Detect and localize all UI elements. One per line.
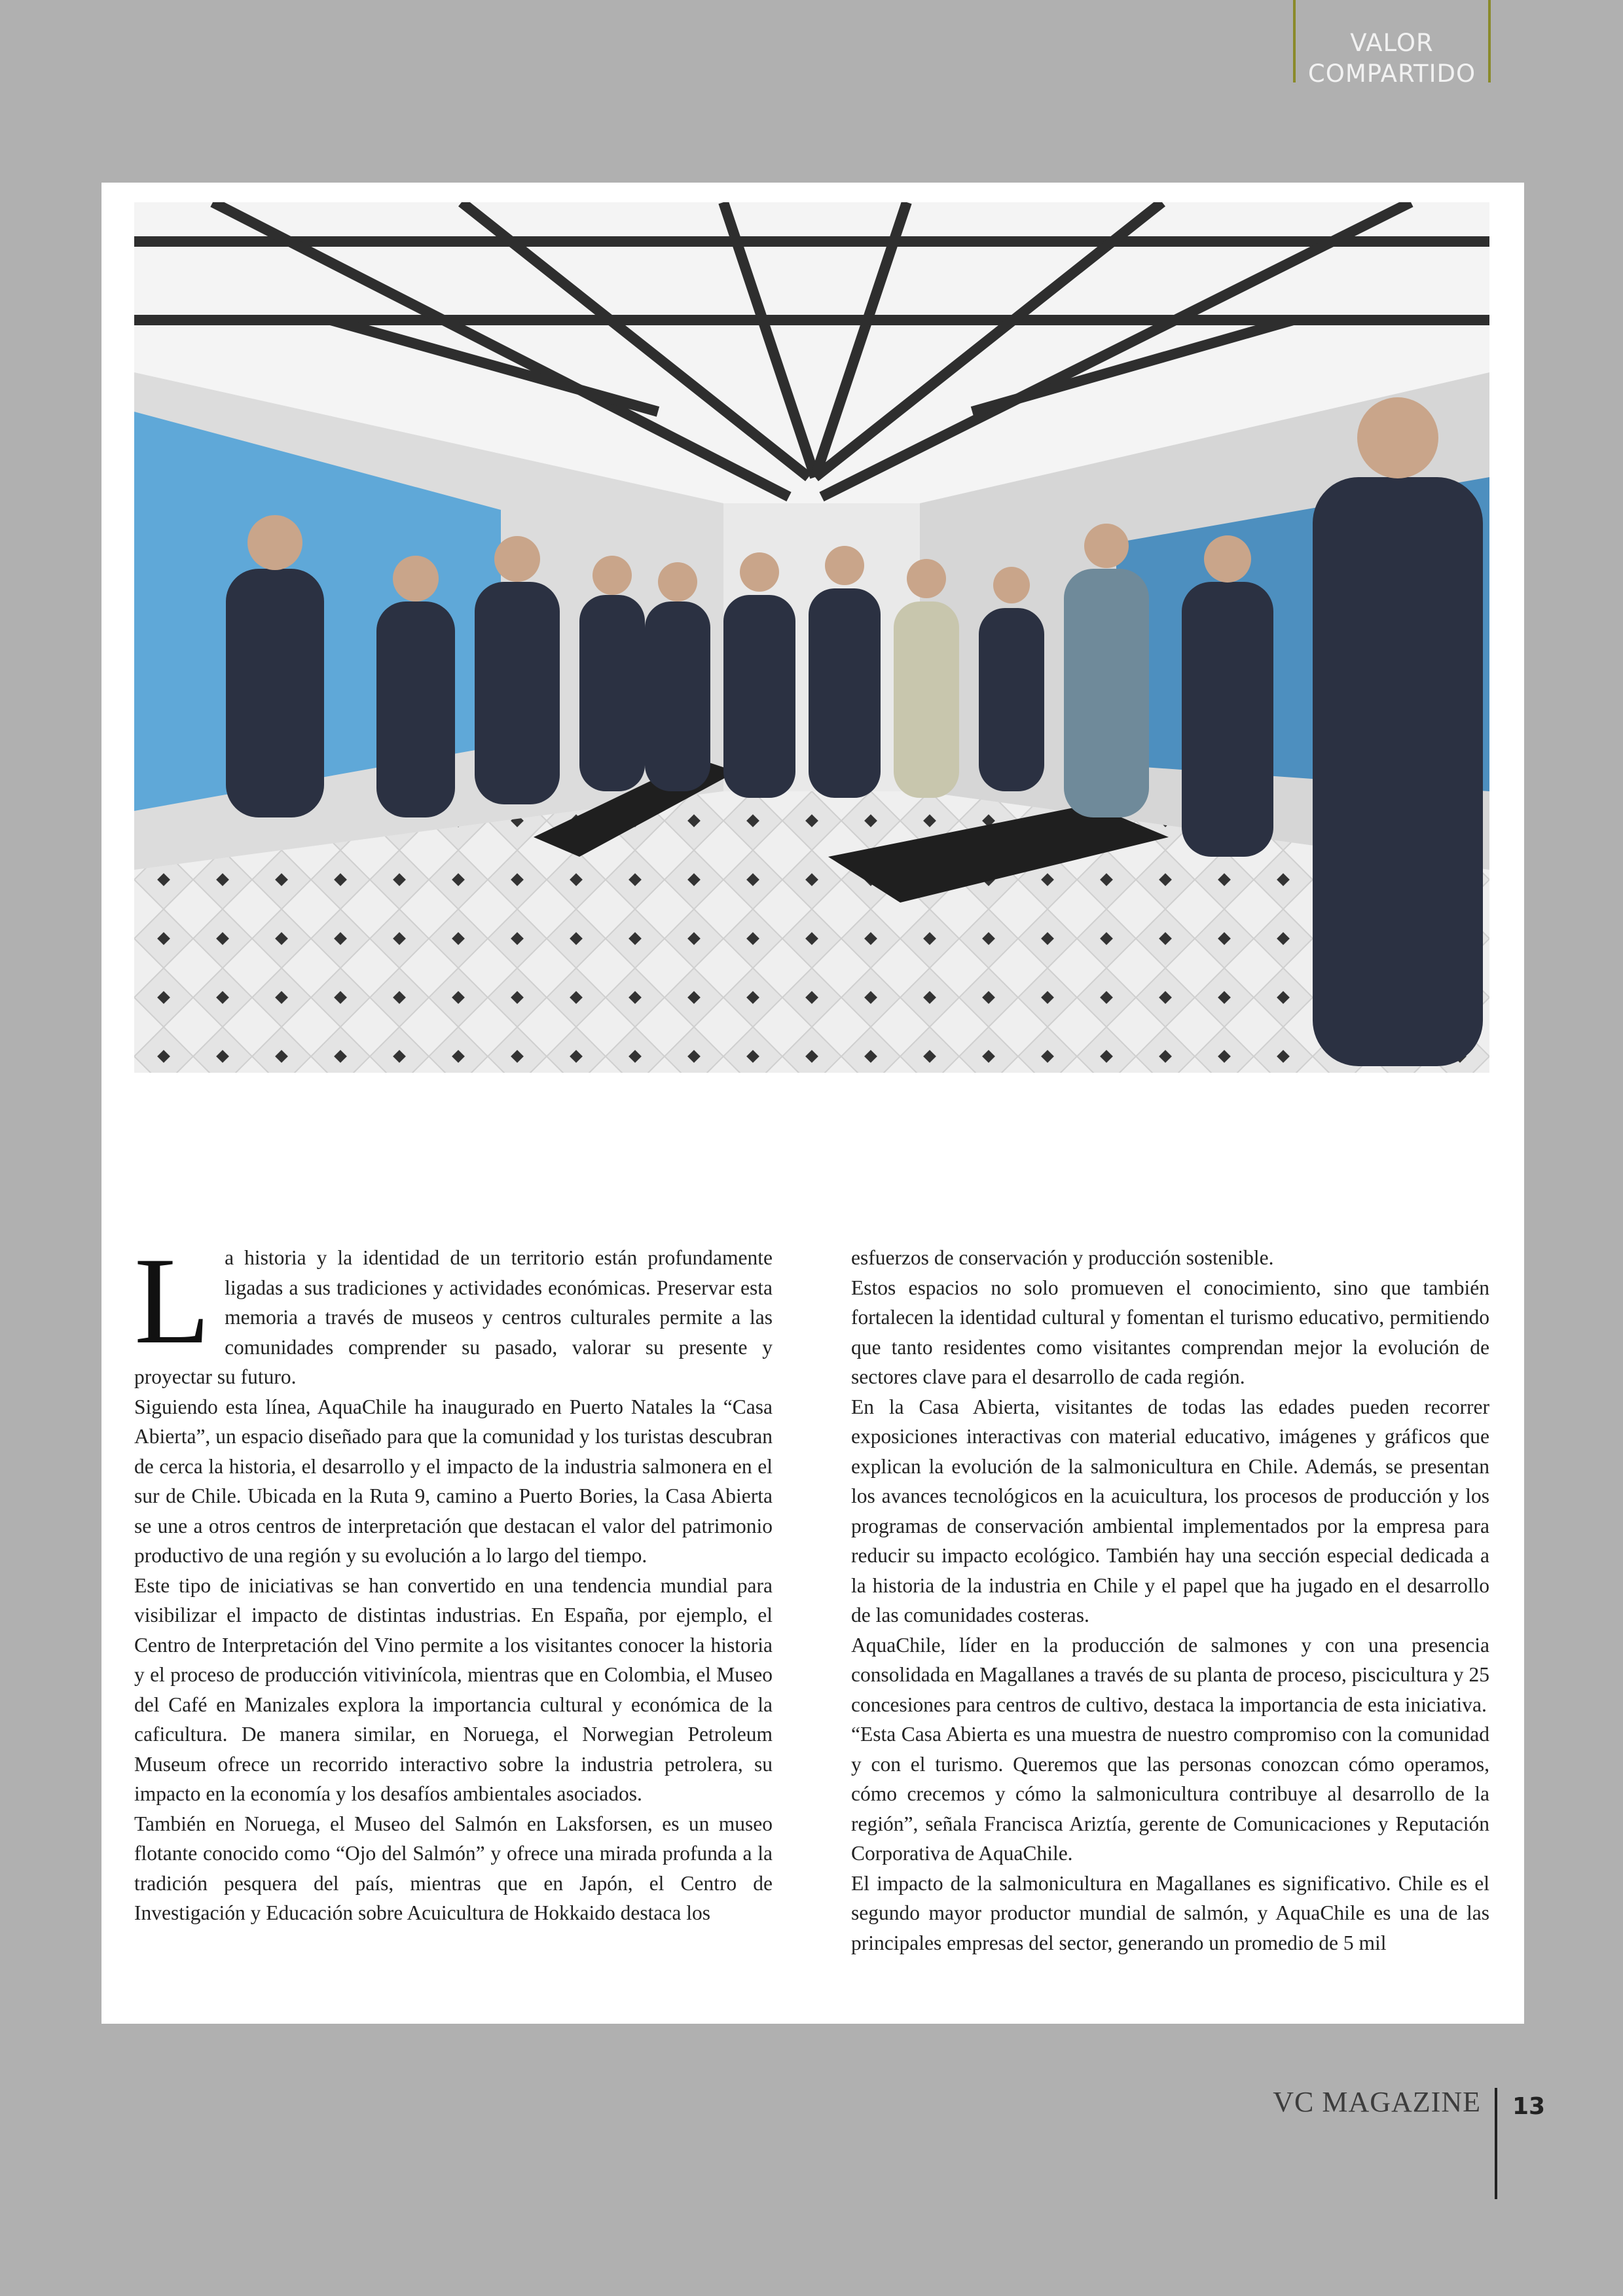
section-tab [1293,0,1491,88]
paragraph: Siguiendo esta línea, AquaChile ha inaugurado en Puerto Natales la “Casa Abierta”, un espacio diseñado para que la comunidad y los turistas descubran de cerca la historia, el desarrollo y el impacto de la industria salmonera en el sur de Chile. Ubicada en la Ruta 9, camino a Puerto Bories, la Casa Abierta se une a otros centros de interpretación que destacan el valor del patrimonio productivo de una región y su evolución a lo largo del tiempo. [134,1395,773,1567]
paragraph: esfuerzos de conservación y producción sostenible. [851,1246,1274,1269]
article-column-right [851,1243,1489,1958]
section-tab-line2: COMPARTIDO [1307,60,1476,88]
paragraph: “Esta Casa Abierta es una muestra de nuestro compromiso con la comunidad y con el turismo. Queremos que las personas conozcan cómo operamos, cómo crecemos y cómo la salmonicultura contribuye al desarrollo de la región”, señala Francisca Ariztía, gerente de Comunicaciones y Reputación Corporativa de AquaChile. [851,1723,1489,1865]
magazine-name: VC MAGAZINE [1273,2086,1481,2118]
article-column-left [134,1232,773,1928]
group-photo [134,202,1489,1073]
footer-divider [1495,2088,1497,2199]
paragraph: También en Noruega, el Museo del Salmón en Laksforsen, es un museo flotante conocido como “Ojo del Salmón” y ofrece una mirada profunda a la tradición pesquera del país, mientras que en Japón, el Centro de Investigación y Educación sobre Acuicultura de Hokkaido destaca los [134,1812,773,1924]
paragraph [134,1232,773,1392]
paragraph: Estos espacios no solo promueven el conocimiento, sino que también fortalecen la identidad cultural y fomentan el turismo educativo, permitiendo que tanto residentes como visitantes comprendan mejor la evolución de sectores clave para el desarrollo de cada región. [851,1276,1489,1388]
paragraph: El impacto de la salmonicultura en Magallanes es significativo. Chile es el segundo mayor productor mundial de salmón, y AquaChile es una de las principales empresas del sector, generando un promedio de 5 mil [851,1871,1489,1954]
paragraph-text: a historia y la identidad de un territorio están profundamente ligadas a sus tradiciones y actividades económicas. Preservar esta memoria a través de museos y centros culturales permite a las comunidades comprender su pasado, valorar su presente y proyectar su futuro. [134,1246,773,1388]
paragraph: Este tipo de iniciativas se han convertido en una tendencia mundial para visibilizar el impacto de distintas industrias. En España, por ejemplo, el Centro de Interpretación del Vino permite a los visitantes conocer la historia y el proceso de producción vitivinícola, mientras que en Colombia, el Museo del Café en Manizales explora la importancia cultural y económica de la caficultura. De manera similar, en Noruega, el Norwegian Petroleum Museum ofrece un recorrido interactivo sobre la industria petrolera, su impacto en la economía y los desafíos ambientales asociados. [134,1573,773,1805]
section-tab-line1: VALOR [1350,29,1434,57]
article-card [101,183,1524,2024]
paragraph: En la Casa Abierta, visitantes de todas las edades pueden recorrer exposiciones interactivas con material educativo, imágenes y gráficos que explican la evolución de la salmonicultura en Chile. Además, se presentan los avances tecnológicos en la acuicultura, los procesos de producción y los programas de conservación ambiental implementados por la empresa para reducir su impacto ecológico. También hay una sección especial dedicada a la historia de la industria en Chile y el papel que ha jugado en el desarrollo de las comunidades costeras. [851,1395,1489,1626]
photo-illustration [134,202,1489,1073]
page-number: 13 [1512,2093,1546,2120]
paragraph: AquaChile, líder en la producción de salmones y con una presencia consolidada en Magallanes a través de su planta de proceso, piscicultura y 25 concesiones para centros de cultivo, destaca la importancia de esta iniciativa. [851,1633,1489,1716]
drop-cap: L [134,1232,211,1370]
